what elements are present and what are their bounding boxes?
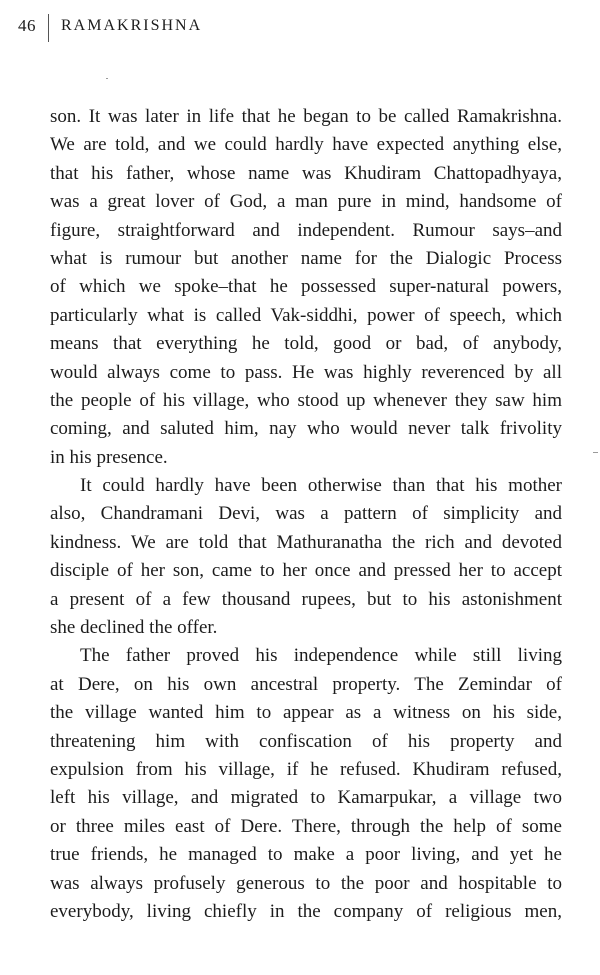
text-line: or three miles east of Dere. There, through the help of some (50, 815, 562, 837)
text-line: at Dere, on his own ancestral property. The Zemindar of (50, 673, 562, 695)
text-line: figure, straightforward and independent. Rumour says–and (50, 219, 562, 241)
page-number: 46 (18, 16, 36, 35)
text-line: particularly what is called Vak-siddhi, power of speech, which (50, 304, 562, 326)
header-divider (48, 14, 49, 42)
text-line: also, Chandramani Devi, was a pattern of simplicity and (50, 503, 562, 525)
text-line: means that everything he told, good or bad, of anybody, (50, 333, 562, 355)
text-line: the people of his village, who stood up whenever they saw him (50, 389, 562, 411)
text-line: was always profusely generous to the poor and hospitable to (50, 872, 562, 894)
text-line: threatening him with confiscation of his property and (50, 730, 562, 752)
text-line: would always come to pass. He was highly reverenced by all (50, 361, 562, 383)
text-line: coming, and saluted him, nay who would never talk frivolity (50, 418, 562, 440)
text-line: that his father, whose name was Khudiram Chattopadhyaya, (50, 162, 562, 184)
text-line: in his presence. (50, 446, 168, 468)
print-speck (106, 78, 108, 79)
text-line: she declined the offer. (50, 617, 218, 639)
text-line: We are told, and we could hardly have expected anything else, (50, 134, 562, 156)
paragraph (50, 642, 562, 926)
text-line: what is rumour but another name for the Dialogic Process (50, 247, 562, 269)
body-text (50, 103, 562, 926)
running-head (18, 14, 202, 42)
page-edge-mark (593, 452, 598, 453)
text-line: of which we spoke–that he possessed super-natural powers, (50, 276, 562, 298)
text-line: disciple of her son, came to her once and pressed her to accept (50, 560, 562, 582)
text-line: The father proved his independence while still living (80, 645, 562, 667)
text-line: was a great lover of God, a man pure in mind, handsome of (50, 191, 562, 213)
text-line: left his village, and migrated to Kamarpukar, a village two (50, 787, 562, 809)
paragraph (50, 103, 562, 472)
text-line: expulsion from his village, if he refused. Khudiram refused, (50, 758, 562, 780)
text-line: It could hardly have been otherwise than that his mother (80, 475, 562, 497)
text-line: true friends, he managed to make a poor living, and yet he (50, 844, 562, 866)
text-line: everybody, living chiefly in the company of religious men, (50, 900, 562, 922)
text-line: the village wanted him to appear as a witness on his side, (50, 702, 562, 724)
text-line: a present of a few thousand rupees, but to his astonishment (50, 588, 562, 610)
text-line: kindness. We are told that Mathuranatha the rich and devoted (50, 531, 562, 553)
paragraph (50, 472, 562, 642)
running-title: RAMAKRISHNA (61, 17, 203, 34)
text-line: son. It was later in life that he began to be called Ramakrishna. (50, 106, 562, 127)
